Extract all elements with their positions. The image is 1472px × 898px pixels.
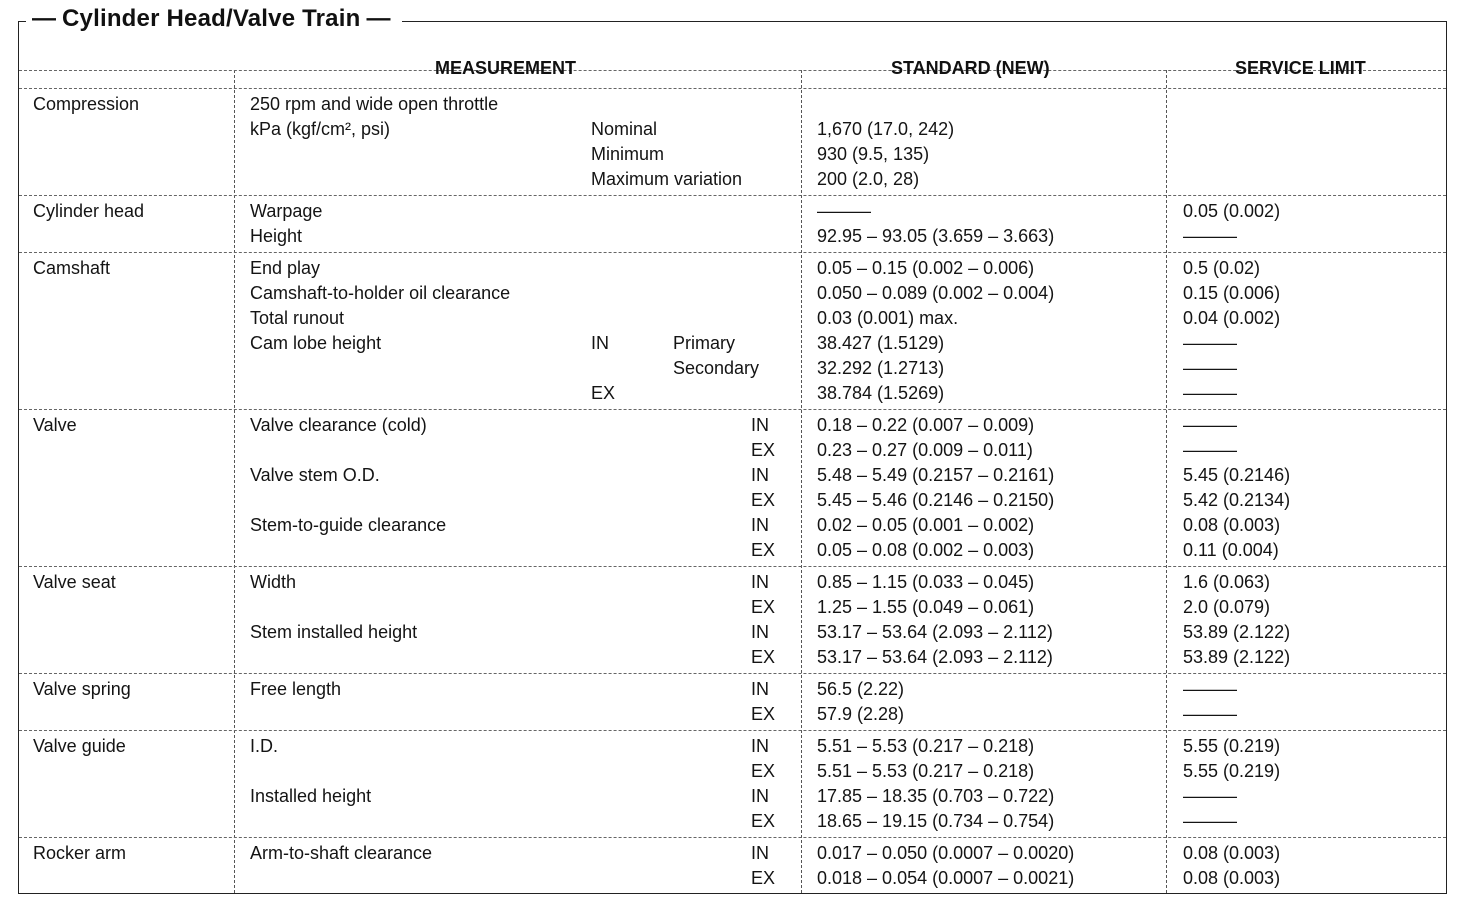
measurement-label: Width bbox=[250, 572, 297, 592]
header-standard: STANDARD (NEW) bbox=[891, 58, 1050, 78]
section-name: Camshaft bbox=[33, 258, 111, 278]
service-limit-value: 53.89 (2.122) bbox=[1183, 647, 1291, 667]
standard-value: 0.05 – 0.15 (0.002 – 0.006) bbox=[817, 258, 1035, 278]
section-name: Valve bbox=[33, 415, 77, 435]
standard-value: 5.51 – 5.53 (0.217 – 0.218) bbox=[817, 736, 1035, 756]
intake-exhaust-label: EX bbox=[751, 597, 776, 617]
service-limit-value: 0.11 (0.004) bbox=[1183, 540, 1279, 560]
measurement-qualifier: EX bbox=[591, 383, 616, 403]
intake-exhaust-label: IN bbox=[751, 736, 769, 756]
service-limit-value: ——— bbox=[1183, 226, 1237, 246]
standard-value: 0.23 – 0.27 (0.009 – 0.011) bbox=[817, 440, 1033, 460]
measurement-qualifier: Minimum bbox=[591, 144, 665, 164]
page-title: Cylinder Head/Valve Train bbox=[62, 5, 361, 32]
intake-exhaust-label: EX bbox=[751, 811, 776, 831]
section-divider bbox=[19, 566, 1446, 567]
service-limit-value: 5.45 (0.2146) bbox=[1183, 465, 1291, 485]
section-divider bbox=[19, 730, 1446, 731]
intake-exhaust-label: IN bbox=[751, 622, 769, 642]
service-limit-value: 53.89 (2.122) bbox=[1183, 622, 1291, 642]
service-limit-value: 0.08 (0.003) bbox=[1183, 868, 1281, 888]
measurement-label: Warpage bbox=[250, 201, 323, 221]
section-name: Compression bbox=[33, 94, 140, 114]
measurement-label: Cam lobe height bbox=[250, 333, 382, 353]
header-bottom-rule bbox=[19, 88, 1446, 89]
measurement-label: Arm-to-shaft clearance bbox=[250, 843, 433, 863]
measurement-label: End play bbox=[250, 258, 321, 278]
standard-value: 5.51 – 5.53 (0.217 – 0.218) bbox=[817, 761, 1035, 781]
measurement-qualifier: Maximum variation bbox=[591, 169, 743, 189]
section-name: Cylinder head bbox=[33, 201, 145, 221]
intake-exhaust-label: EX bbox=[751, 868, 776, 888]
standard-value: 200 (2.0, 28) bbox=[817, 169, 920, 189]
section-title bbox=[26, 2, 402, 36]
measurement-label: Stem-to-guide clearance bbox=[250, 515, 447, 535]
standard-value: 53.17 – 53.64 (2.093 – 2.112) bbox=[817, 647, 1053, 667]
service-limit-value: 5.42 (0.2134) bbox=[1183, 490, 1291, 510]
section-name: Valve seat bbox=[33, 572, 116, 592]
header-service-limit: SERVICE LIMIT bbox=[1235, 58, 1366, 78]
standard-value: 5.48 – 5.49 (0.2157 – 0.2161) bbox=[817, 465, 1055, 485]
standard-value: ——— bbox=[817, 201, 871, 221]
section-name: Rocker arm bbox=[33, 843, 127, 863]
standard-value: 56.5 (2.22) bbox=[817, 679, 905, 699]
standard-value: 5.45 – 5.46 (0.2146 – 0.2150) bbox=[817, 490, 1055, 510]
service-limit-value: ——— bbox=[1183, 383, 1237, 403]
section-divider bbox=[19, 252, 1446, 253]
section-divider bbox=[19, 673, 1446, 674]
header-top-rule bbox=[19, 70, 1446, 71]
service-limit-value: ——— bbox=[1183, 358, 1237, 378]
section-divider bbox=[19, 837, 1446, 838]
service-limit-value: ——— bbox=[1183, 440, 1237, 460]
intake-exhaust-label: EX bbox=[751, 761, 776, 781]
intake-exhaust-label: EX bbox=[751, 490, 776, 510]
service-limit-value: ——— bbox=[1183, 333, 1237, 353]
intake-exhaust-label: EX bbox=[751, 540, 776, 560]
measurement-label: Installed height bbox=[250, 786, 372, 806]
intake-exhaust-label: EX bbox=[751, 440, 776, 460]
measurement-label: Height bbox=[250, 226, 303, 246]
measurement-label: Camshaft-to-holder oil clearance bbox=[250, 283, 511, 303]
standard-value: 32.292 (1.2713) bbox=[817, 358, 945, 378]
measurement-qualifier: IN bbox=[591, 333, 609, 353]
service-limit-value: 2.0 (0.079) bbox=[1183, 597, 1271, 617]
service-limit-value: 0.15 (0.006) bbox=[1183, 283, 1281, 303]
standard-value: 0.017 – 0.050 (0.0007 – 0.0020) bbox=[817, 843, 1075, 863]
standard-value: 0.03 (0.001) max. bbox=[817, 308, 959, 328]
standard-value: 0.85 – 1.15 (0.033 – 0.045) bbox=[817, 572, 1035, 592]
standard-value: 1.25 – 1.55 (0.049 – 0.061) bbox=[817, 597, 1035, 617]
intake-exhaust-label: IN bbox=[751, 786, 769, 806]
service-limit-value: ——— bbox=[1183, 704, 1237, 724]
service-limit-value: 0.08 (0.003) bbox=[1183, 515, 1281, 535]
service-limit-value: ——— bbox=[1183, 679, 1237, 699]
measurement-label: Total runout bbox=[250, 308, 345, 328]
header-measurement: MEASUREMENT bbox=[435, 58, 577, 78]
standard-value: 38.427 (1.5129) bbox=[817, 333, 945, 353]
standard-value: 0.05 – 0.08 (0.002 – 0.003) bbox=[817, 540, 1035, 560]
service-limit-value: 1.6 (0.063) bbox=[1183, 572, 1271, 592]
service-limit-value: ——— bbox=[1183, 786, 1237, 806]
measurement-subqualifier: Secondary bbox=[673, 358, 760, 378]
service-limit-value: ——— bbox=[1183, 415, 1237, 435]
service-limit-value: 5.55 (0.219) bbox=[1183, 761, 1281, 781]
section-divider bbox=[19, 195, 1446, 196]
service-limit-value: 0.04 (0.002) bbox=[1183, 308, 1281, 328]
intake-exhaust-label: IN bbox=[751, 465, 769, 485]
standard-value: 0.18 – 0.22 (0.007 – 0.009) bbox=[817, 415, 1035, 435]
service-limit-value: 0.08 (0.003) bbox=[1183, 843, 1281, 863]
standard-value: 38.784 (1.5269) bbox=[817, 383, 945, 403]
column-divider-limit bbox=[1166, 70, 1167, 893]
standard-value: 18.65 – 19.15 (0.734 – 0.754) bbox=[817, 811, 1055, 831]
intake-exhaust-label: IN bbox=[751, 679, 769, 699]
standard-value: 1,670 (17.0, 242) bbox=[817, 119, 955, 139]
standard-value: 17.85 – 18.35 (0.703 – 0.722) bbox=[817, 786, 1055, 806]
standard-value: 92.95 – 93.05 (3.659 – 3.663) bbox=[817, 226, 1055, 246]
service-limit-value: 5.55 (0.219) bbox=[1183, 736, 1281, 756]
title-leading-dash: — bbox=[32, 5, 56, 32]
standard-value: 0.018 – 0.054 (0.0007 – 0.0021) bbox=[817, 868, 1075, 888]
intake-exhaust-label: IN bbox=[751, 515, 769, 535]
measurement-qualifier: Nominal bbox=[591, 119, 658, 139]
measurement-label: Valve clearance (cold) bbox=[250, 415, 427, 435]
measurement-subqualifier: Primary bbox=[673, 333, 735, 353]
spec-table-frame bbox=[18, 21, 1447, 894]
standard-value: 930 (9.5, 135) bbox=[817, 144, 930, 164]
standard-value: 0.02 – 0.05 (0.001 – 0.002) bbox=[817, 515, 1035, 535]
section-divider bbox=[19, 409, 1446, 410]
measurement-label: Valve stem O.D. bbox=[250, 465, 380, 485]
measurement-label: Free length bbox=[250, 679, 342, 699]
intake-exhaust-label: IN bbox=[751, 843, 769, 863]
intake-exhaust-label: IN bbox=[751, 572, 769, 592]
standard-value: 0.050 – 0.089 (0.002 – 0.004) bbox=[817, 283, 1055, 303]
title-trailing-dash: — bbox=[366, 5, 391, 32]
intake-exhaust-label: IN bbox=[751, 415, 769, 435]
intake-exhaust-label: EX bbox=[751, 647, 776, 667]
measurement-label: kPa (kgf/cm², psi) bbox=[250, 119, 391, 139]
service-limit-value: ——— bbox=[1183, 811, 1237, 831]
standard-value: 53.17 – 53.64 (2.093 – 2.112) bbox=[817, 622, 1053, 642]
measurement-label: Stem installed height bbox=[250, 622, 418, 642]
service-limit-value: 0.5 (0.02) bbox=[1183, 258, 1261, 278]
section-name: Valve spring bbox=[33, 679, 131, 699]
column-divider-standard bbox=[801, 70, 802, 893]
standard-value: 57.9 (2.28) bbox=[817, 704, 905, 724]
section-name: Valve guide bbox=[33, 736, 126, 756]
service-limit-value: 0.05 (0.002) bbox=[1183, 201, 1281, 221]
column-divider-measurement bbox=[234, 70, 235, 893]
intake-exhaust-label: EX bbox=[751, 704, 776, 724]
measurement-label: I.D. bbox=[250, 736, 279, 756]
measurement-label: 250 rpm and wide open throttle bbox=[250, 94, 499, 114]
